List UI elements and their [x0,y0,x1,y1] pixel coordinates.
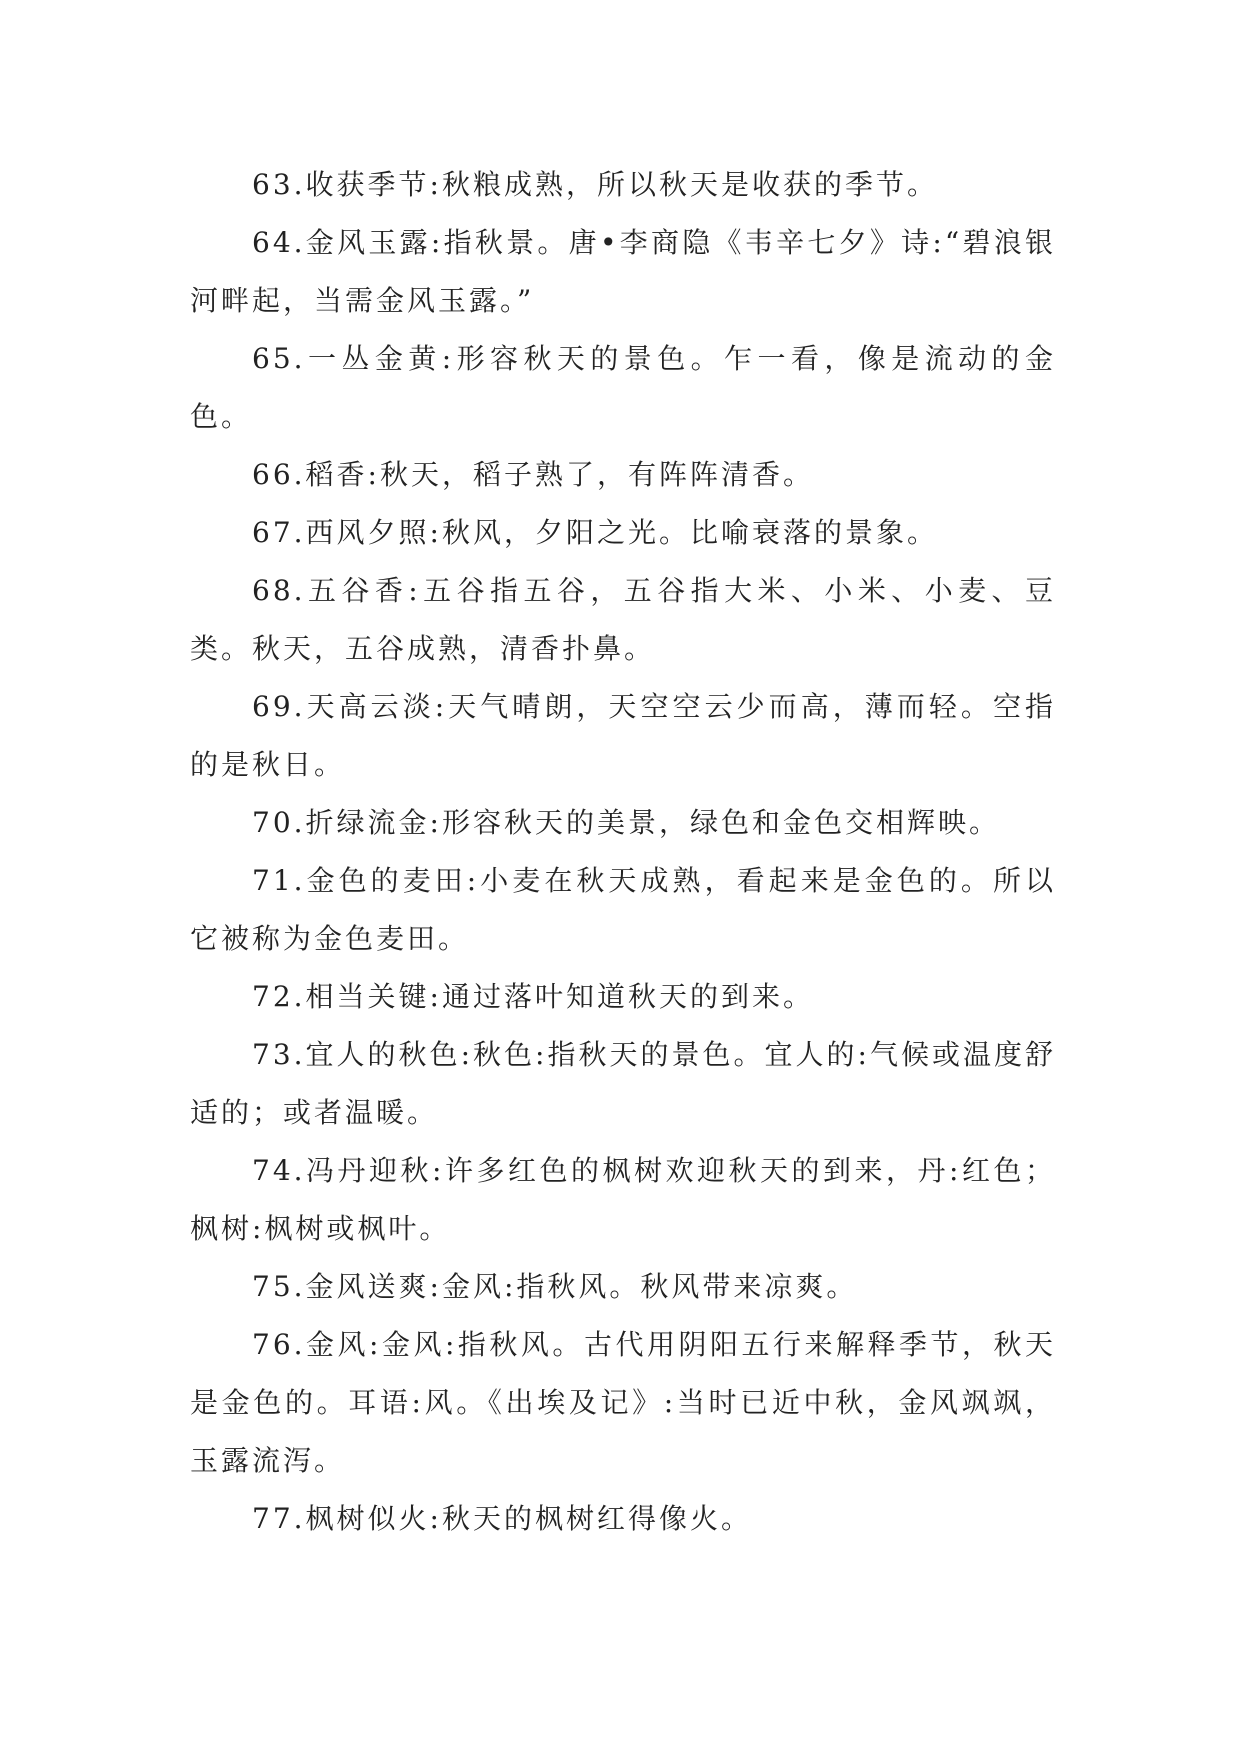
entry-72: 72.相当关键:通过落叶知道秋天的到来。 [252,980,814,1013]
entry-63: 63.收获季节:秋粮成熟，所以秋天是收获的季节。 [252,168,938,201]
entry-71: 71.金色的麦田:小麦在秋天成熟，看起来是金色的。所以它被称为金色麦田。 [190,864,1056,955]
entry-77: 77.枫树似火:秋天的枫树红得像火。 [252,1502,752,1535]
entry-66: 66.稻香:秋天，稻子熟了，有阵阵清香。 [252,458,814,491]
entry-76: 76.金风:金风:指秋风。古代用阴阳五行来解释季节，秋天是金色的。耳语:风。《出埃及记》:当时已近中秋，金风飒飒，玉露流泻。 [190,1328,1056,1477]
entry-64: 64.金风玉露:指秋景。唐•李商隐《韦辛七夕》诗:“碧浪银河畔起，当需金风玉露。” [190,226,1056,317]
entry-73: 73.宜人的秋色:秋色:指秋天的景色。宜人的:气候或温度舒适的；或者温暖。 [190,1038,1056,1129]
entry-65: 65.一丛金黄:形容秋天的景色。乍一看，像是流动的金色。 [190,342,1056,433]
document-body [190,156,1056,1548]
entry-69: 69.天高云淡:天气晴朗，天空空云少而高，薄而轻。空指的是秋日。 [190,690,1056,781]
entry-67: 67.西风夕照:秋风，夕阳之光。比喻衰落的景象。 [252,516,938,549]
entry-74: 74.冯丹迎秋:许多红色的枫树欢迎秋天的到来，丹:红色；枫树:枫树或枫叶。 [190,1154,1056,1245]
entry-68: 68.五谷香:五谷指五谷，五谷指大米、小米、小麦、豆类。秋天，五谷成熟，清香扑鼻。 [190,574,1056,665]
entry-70: 70.折绿流金:形容秋天的美景，绿色和金色交相辉映。 [252,806,1000,839]
entry-75: 75.金风送爽:金风:指秋风。秋风带来凉爽。 [252,1270,858,1303]
